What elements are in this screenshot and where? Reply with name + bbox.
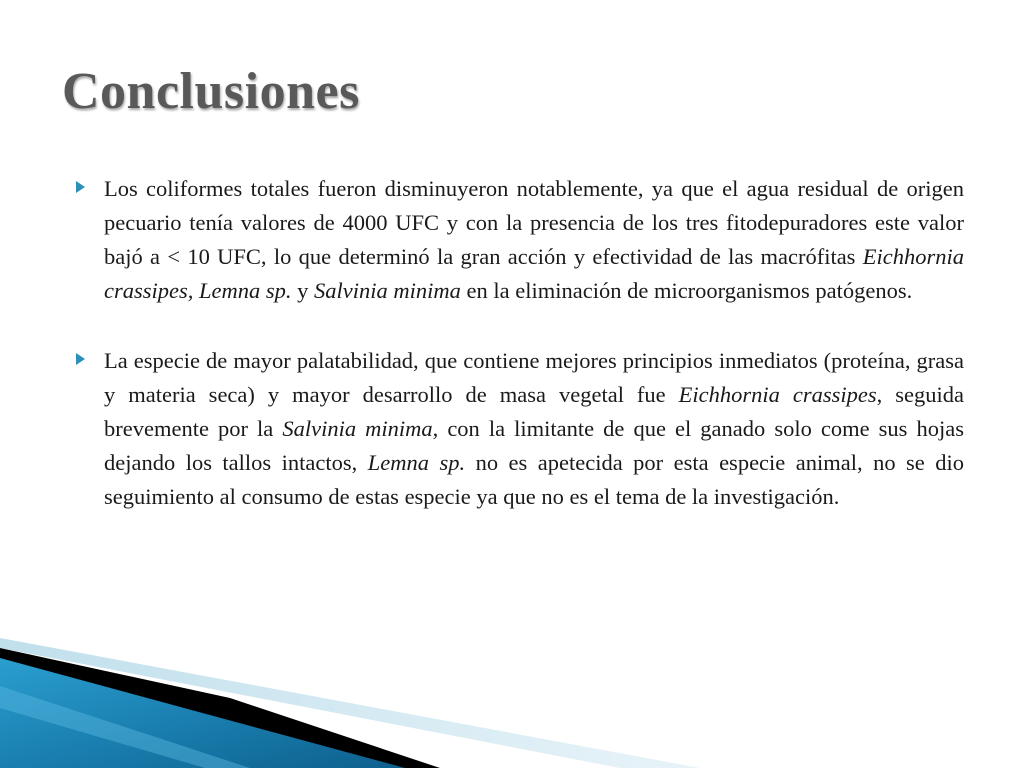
bullet-1-segment-1: Los coliformes totales fueron disminuyeron notablemente, ya que el agua residual de origen pecuario tenía valores de 4000 UFC y con la presencia de los tres fitodepuradores este valor bajó a < 10 UFC, lo que determinó la gran acción y efectividad de las macrófitas <box>104 176 964 269</box>
bullet-2-segment-6: Lemna sp. <box>367 450 466 475</box>
bullet-1-segment-3: y <box>291 278 315 303</box>
bullet-2-segment-2: Eichhornia crassipes <box>678 382 877 407</box>
bullet-2-segment-5: , con la limitante de que el ganado solo come sus hojas dejando los tallos intactos, <box>104 416 964 475</box>
arrow-right-icon <box>76 181 85 193</box>
decorative-corner-band <box>0 638 1024 768</box>
bullet-2-segment-1: La especie de mayor palatabilidad, que contiene mejores principios inmediatos (proteína, grasa y materia seca) y mayor desarrollo de masa vegetal fue <box>104 348 964 407</box>
arrow-right-icon <box>76 353 85 365</box>
bullet-text-2 <box>104 344 964 514</box>
slide-title: Conclusiones <box>62 63 360 120</box>
bullet-2-segment-7: no es apetecida por esta especie animal, no se dio seguimiento al consumo de estas especie ya que no es el tema de la investigación. <box>104 450 965 509</box>
bullet-1-segment-2: Eichhornia crassipes, Lemna sp. <box>104 244 964 303</box>
bullet-1-segment-4: Salvinia minima <box>314 278 461 303</box>
bullet-1-segment-5: en la eliminación de microorganismos patógenos. <box>460 278 913 303</box>
bullet-item-2 <box>74 344 964 514</box>
bullet-list <box>74 172 964 550</box>
bullet-item-1 <box>74 172 964 308</box>
bullet-text-1 <box>104 172 964 308</box>
bullet-2-segment-3: , seguida brevemente por la <box>104 382 964 441</box>
bullet-2-segment-4: Salvinia minima <box>282 416 433 441</box>
